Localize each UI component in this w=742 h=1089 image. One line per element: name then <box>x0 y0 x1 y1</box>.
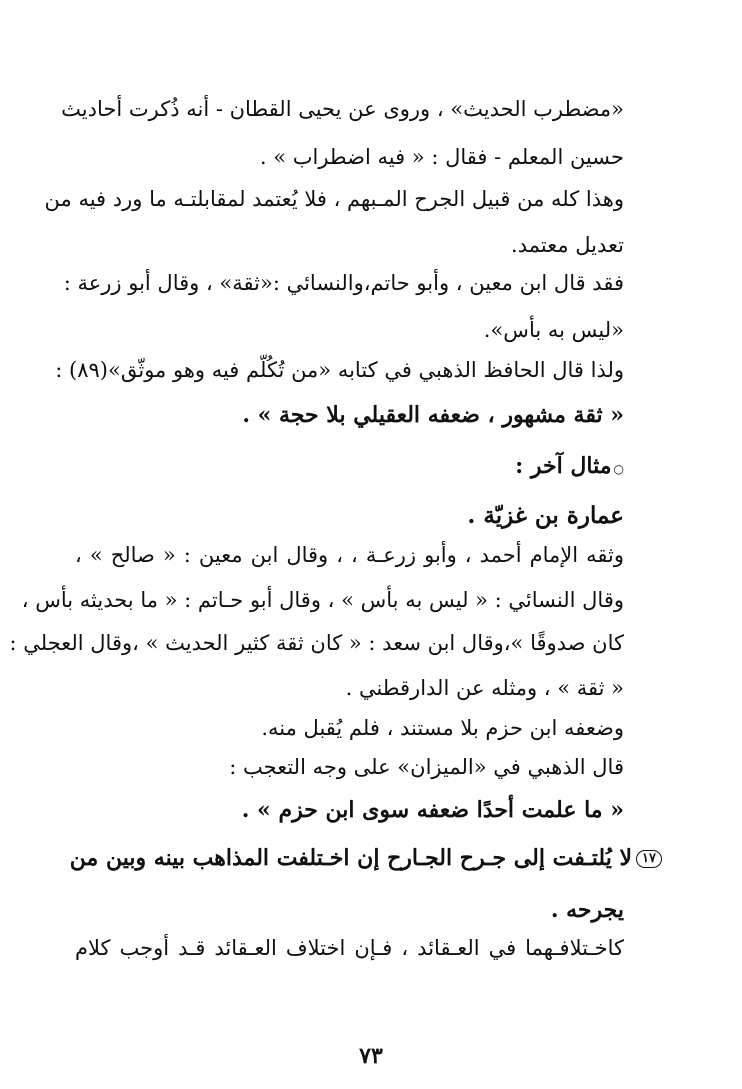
narrator-name: عمارة بن غزيّة . <box>467 502 624 529</box>
text-line-1: «مضطرب الحديث» ، وروى عن يحيى القطان - أنه ذُكرت أحاديث <box>61 97 624 121</box>
text-line-12: وضعفه ابن حزم بلا مستند ، فلم يُقبل منه. <box>261 716 624 740</box>
rule-heading-continuation: يجرحه . <box>550 897 624 923</box>
quote-line-2: « ما علمت أحدًا ضعفه سوى ابن حزم » . <box>241 797 624 823</box>
text-line-9: وقال النسائي : « ليس به بأس » ، وقال أبو حـاتم : « ما بحديثه بأس ، <box>21 588 624 612</box>
text-line-11: « ثقة » ، ومثله عن الدارقطني . <box>345 676 624 700</box>
text-line-7: ولذا قال الحافظ الذهبي في كتابه «من تُكُلّم فيه وهو موثّق»(٨٩) : <box>55 358 624 382</box>
text-line-14: كاخـتلافـهما في العـقائد ، فـإن اختلاف العـقائد قـد أوجب كلام <box>75 936 624 960</box>
page-number: ٧٣ <box>359 1043 383 1069</box>
circle-bullet-icon: ○ <box>613 462 624 476</box>
rule-heading-text: لا يُلتـفت إلى جـرح الجـارح إن اخـتلفت المذاهب بينه وبين من <box>69 845 633 871</box>
subheading-example <box>515 451 624 484</box>
rule-heading <box>69 843 662 873</box>
text-line-4: تعديل معتمد. <box>511 233 624 257</box>
subheading-text: مثال آخر : <box>515 453 612 479</box>
text-line-2: حسين المعلم - فقال : « فيه اضطراب » . <box>259 145 624 169</box>
text-line-5: فقد قال ابن معين ، وأبو حاتم،والنسائي :«ثقة» ، وقال أبو زرعة : <box>63 271 624 295</box>
text-line-8: وثقه الإمام أحمد ، وأبو زرعـة ، ، وقال ابن معين : « صالح » ، <box>75 543 624 567</box>
quote-line-1: « ثقة مشهور ، ضعفه العقيلي بلا حجة » . <box>242 402 624 428</box>
text-line-6: «ليس به بأس». <box>483 318 624 342</box>
text-line-13: قال الذهبي في «الميزان» على وجه التعجب : <box>229 755 624 779</box>
text-line-3: وهذا كله من قبيل الجرح المـبهم ، فلا يُعتمد لمقابلتـه ما ورد فيه من <box>44 187 624 211</box>
text-line-10: كان صدوقًا »،وقال ابن سعد : « كان ثقة كثير الحديث » ،وقال العجلي : <box>9 631 624 655</box>
rule-number-badge: ١٧ <box>636 850 662 868</box>
